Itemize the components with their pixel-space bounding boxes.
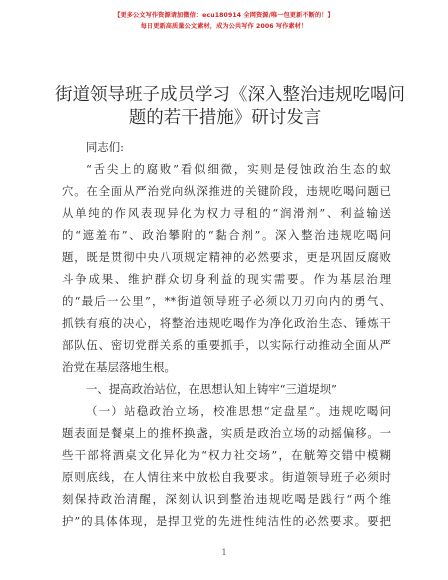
paragraph-line: （一）站稳政治立场，校准思想“定盘星”。违规吃喝问 (86, 404, 391, 418)
promo-banner-line-1: 【更多公文写作资源请加微信：ecu180914 全网资源/唯一包更新不断的！】 (114, 12, 334, 19)
paragraph-line: 题，既是贯彻中央八项规定精神的必然要求，更是巩固反腐败 (62, 250, 391, 264)
promo-banner-line-2: 每日更新高质量公文素材，成为公共写作 2006 写作素材！ (140, 23, 308, 30)
paragraph-line: 的“最后一公里”，**街道领导班子必须以刀刃向内的勇气、 (62, 294, 391, 308)
title-line-2: 题的若干措施》研讨发言 (128, 108, 322, 128)
paragraph-line: 斗争成果、维护群众切身利益的现实需要。作为基层治理 (62, 272, 391, 286)
paragraph-line: 原则底线，在人情往来中放松自我要求。街道领导班子必须时 (62, 470, 391, 484)
paragraph-line: 穴。在全面从严治党向纵深推进的关键阶段，违规吃喝问题已 (62, 184, 391, 198)
document-title (55, 84, 405, 130)
page-number: 1 (221, 548, 227, 557)
paragraph-line: 护”的具体体现，是捍卫党的先进性纯洁性的必然要求。要把 (62, 514, 391, 528)
paragraph-subsection-1 (62, 400, 391, 532)
paragraph-line: 从单纯的作风表现异化为权力寻租的“润滑剂”、利益输送 (62, 206, 391, 220)
section-heading-1 (62, 378, 391, 400)
paragraph-line: 抓铁有痕的决心，将整治违规吃喝作为净化政治生态、锤炼干 (62, 316, 391, 330)
paragraph-intro (62, 158, 391, 378)
paragraph-line: “舌尖上的腐败”看似细微，实则是侵蚀政治生态的蚁 (86, 162, 391, 176)
paragraph-line: 题表面是餐桌上的推杯换盏，实质是政治立场的动摇偏移。一 (62, 426, 391, 440)
section-heading-text: 一、提高政治站位，在思想认知上铸牢“三道堤坝” (86, 382, 337, 396)
paragraph-line: 的“遮羞布”、政治攀附的“黏合剂”。深入整治违规吃喝问 (62, 228, 391, 242)
document-body (62, 136, 391, 532)
paragraph-line: 刻保持政治清醒，深刻认识到整治违规吃喝是践行“两个维 (62, 492, 391, 506)
title-line-1: 街道领导班子成员学习《深入整治违规吃喝问 (55, 85, 405, 105)
greeting: 同志们: (86, 140, 125, 154)
paragraph-line: 部队伍、密切党群关系的重要抓手，以实际行动推动全面从严 (62, 338, 391, 352)
paragraph-line: 些干部将酒桌文化异化为“权力社交场”，在觥筹交错中模糊 (62, 448, 391, 462)
paragraph-line: 治党在基层落地生根。 (62, 360, 176, 374)
